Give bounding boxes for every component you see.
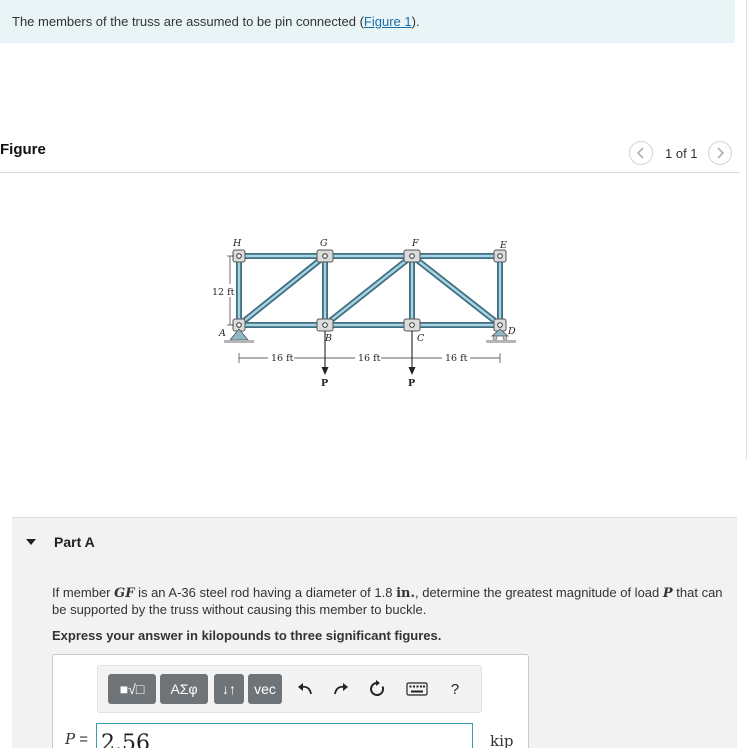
divider [0,172,740,173]
pin-support-A [224,329,254,343]
reset-icon[interactable] [364,676,390,702]
span-label-3: 16 ft [445,353,468,364]
node-label-G: G [320,238,328,249]
redo-icon[interactable] [328,676,354,702]
node-label-C: C [417,333,425,344]
figure-title: Figure [0,141,46,158]
undo-icon[interactable] [292,676,318,702]
page-count: 1 of 1 [665,145,698,161]
load-arrowhead-B [322,367,329,375]
answer-unit: kip [490,732,514,748]
truss-figure [200,232,530,392]
answer-box [52,654,529,748]
prev-figure-button[interactable] [629,141,653,165]
span-label-2: 16 ft [358,353,381,364]
part-a-panel [12,517,737,748]
help-button[interactable]: ? [450,680,460,698]
part-a-header[interactable] [26,534,95,550]
figure-pager [629,141,732,165]
question-text: If member GF is an A-36 steel rod having a diameter of 1.8 in., determine the greatest magnitude of load P that can be supported by the truss without causing this member to buckle. [52,585,723,617]
intro-banner [0,0,735,43]
subscript-superscript-button[interactable]: ↓↑ [214,674,244,704]
figure-link[interactable]: Figure 1 [363,14,412,29]
load-label-1: P [321,378,329,389]
part-a-label: Part A [54,534,95,550]
math-toolbar [97,665,482,713]
load-label-2: P [408,378,416,389]
scroll-edge [746,0,747,460]
next-figure-button[interactable] [708,141,732,165]
greek-symbols-button[interactable]: ΑΣφ [160,674,208,704]
truss-diagram [200,232,530,392]
height-label: 12 ft [212,287,235,298]
chevron-left-icon [636,147,646,159]
node-label-B: B [325,333,332,344]
vector-button[interactable]: vec [248,674,282,704]
answer-input[interactable] [96,723,473,748]
caret-down-icon[interactable] [26,539,36,545]
intro-text: The members of the truss are assumed to be pin connected (Figure 1). [12,14,420,29]
chevron-right-icon [715,147,725,159]
load-arrowhead-C [409,367,416,375]
node-label-A: A [219,328,226,339]
span-label-1: 16 ft [271,353,294,364]
answer-variable-label: P = [65,730,89,748]
node-label-D: D [508,326,516,337]
keyboard-icon[interactable] [402,676,432,702]
node-label-E: E [500,240,507,251]
node-label-F: F [412,238,419,249]
node-label-H: H [233,238,242,249]
instruction-text: Express your answer in kilopounds to three significant figures. [52,628,442,643]
templates-button[interactable]: ■√□ [108,674,156,704]
